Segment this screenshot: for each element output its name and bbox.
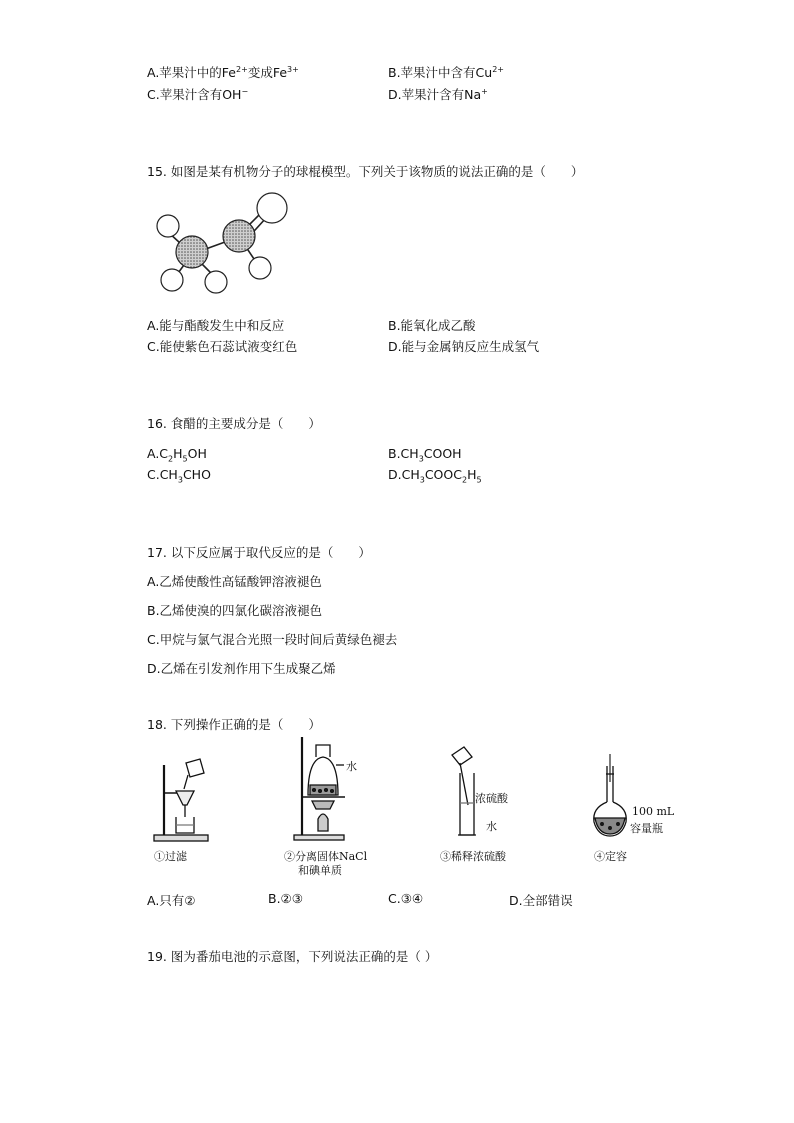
caption-sublimation-line2: 和碘单质 (298, 864, 342, 877)
caption-sublimation-line1: ②分离固体NaCl (284, 850, 368, 863)
filtration-apparatus-figure (150, 755, 210, 843)
q16-c-s1: 3 (177, 475, 183, 485)
sublimation-apparatus-figure (290, 735, 370, 845)
q15-option-d: D.能与金属钠反应生成氢气 (388, 339, 540, 354)
q16-a-p1: A.C (147, 446, 169, 461)
q16-option-d (388, 467, 482, 485)
q16-b-p1: B.CH (388, 446, 419, 461)
q16-c-p1: C.CH (147, 467, 178, 482)
label-100ml: 100 mL (632, 805, 675, 818)
q14-d-text: D.苹果汁含有Na (388, 87, 482, 102)
q14-c-text: C.苹果汁含有OH (147, 87, 242, 102)
ball-stick-model-figure (148, 188, 298, 298)
caption-volumetric: ④定容 (594, 850, 627, 863)
q16-a-p2: H (173, 446, 183, 461)
q16-c-p2: CHO (182, 467, 211, 482)
q16-d-p3: H (467, 467, 477, 482)
q16-d-s3: 5 (476, 475, 482, 485)
q16-option-a (147, 446, 207, 464)
q16-a-s1: 2 (168, 454, 174, 464)
q18-option-b: B.②③ (268, 891, 303, 906)
q16-d-s2: 2 (461, 475, 468, 485)
q17-option-b: B.乙烯使溴的四氯化碳溶液褪色 (147, 603, 323, 618)
q15-option-c: C.能使紫色石蕊试液变红色 (147, 339, 298, 354)
q14-option-d (388, 85, 488, 103)
q15-option-b: B.能氧化成乙酸 (388, 318, 476, 333)
q14-a-mid: 变成Fe (247, 65, 288, 80)
q16-option-c (147, 467, 211, 485)
q18-option-c: C.③④ (388, 891, 424, 906)
q14-b-text: B.苹果汁中含有Cu (388, 65, 493, 80)
caption-filtration: ①过滤 (154, 850, 187, 863)
label-water-flask: 水 (346, 760, 357, 773)
q17-option-c: C.甲烷与氯气混合光照一段时间后黄绿色褪去 (147, 632, 398, 647)
q17-option-d: D.乙烯在引发剂作用下生成聚乙烯 (147, 661, 336, 676)
q17-stem: 17. 以下反应属于取代反应的是（ ） (147, 545, 371, 560)
q18-option-a: A.只有② (147, 893, 196, 908)
q16-stem: 16. 食醋的主要成分是（ ） (147, 416, 321, 431)
q14-c-sup: − (241, 86, 249, 96)
q16-a-p3: OH (187, 446, 207, 461)
q19-stem: 19. 图为番茄电池的示意图，下列说法正确的是（ ） (147, 949, 438, 964)
q14-option-c (147, 85, 248, 103)
q14-d-sup: + (481, 86, 488, 96)
caption-dilution: ③稀释浓硫酸 (440, 850, 506, 863)
volumetric-flask-figure (590, 752, 630, 840)
q15-stem: 15. 如图是某有机物分子的球棍模型。下列关于该物质的说法正确的是（ ） (147, 164, 584, 179)
q14-a-sup1: 2+ (236, 64, 248, 74)
q16-d-p2: COOC (424, 467, 462, 482)
q16-a-s2: 5 (182, 454, 188, 464)
q18-stem: 18. 下列操作正确的是（ ） (147, 717, 321, 732)
q14-a-sup2: 3+ (287, 64, 299, 74)
label-water-cylinder: 水 (486, 820, 497, 833)
label-volumetric-flask: 容量瓶 (630, 822, 663, 835)
q16-d-s1: 3 (419, 475, 425, 485)
q14-option-b (388, 63, 504, 81)
q16-d-p1: D.CH (388, 467, 420, 482)
q17-option-a: A.乙烯使酸性高锰酸钾溶液褪色 (147, 574, 322, 589)
label-concentrated-acid: 浓硫酸 (475, 792, 508, 805)
q14-option-a (147, 63, 299, 81)
q16-option-b (388, 446, 462, 464)
q16-b-p2: COOH (423, 446, 462, 461)
q15-option-a: A.能与酯酸发生中和反应 (147, 318, 285, 333)
q18-option-d: D.全部错误 (509, 893, 573, 908)
q16-b-s1: 3 (418, 454, 424, 464)
q14-b-sup: 2+ (492, 64, 504, 74)
q14-a-text: A.苹果汁中的Fe (147, 65, 237, 80)
